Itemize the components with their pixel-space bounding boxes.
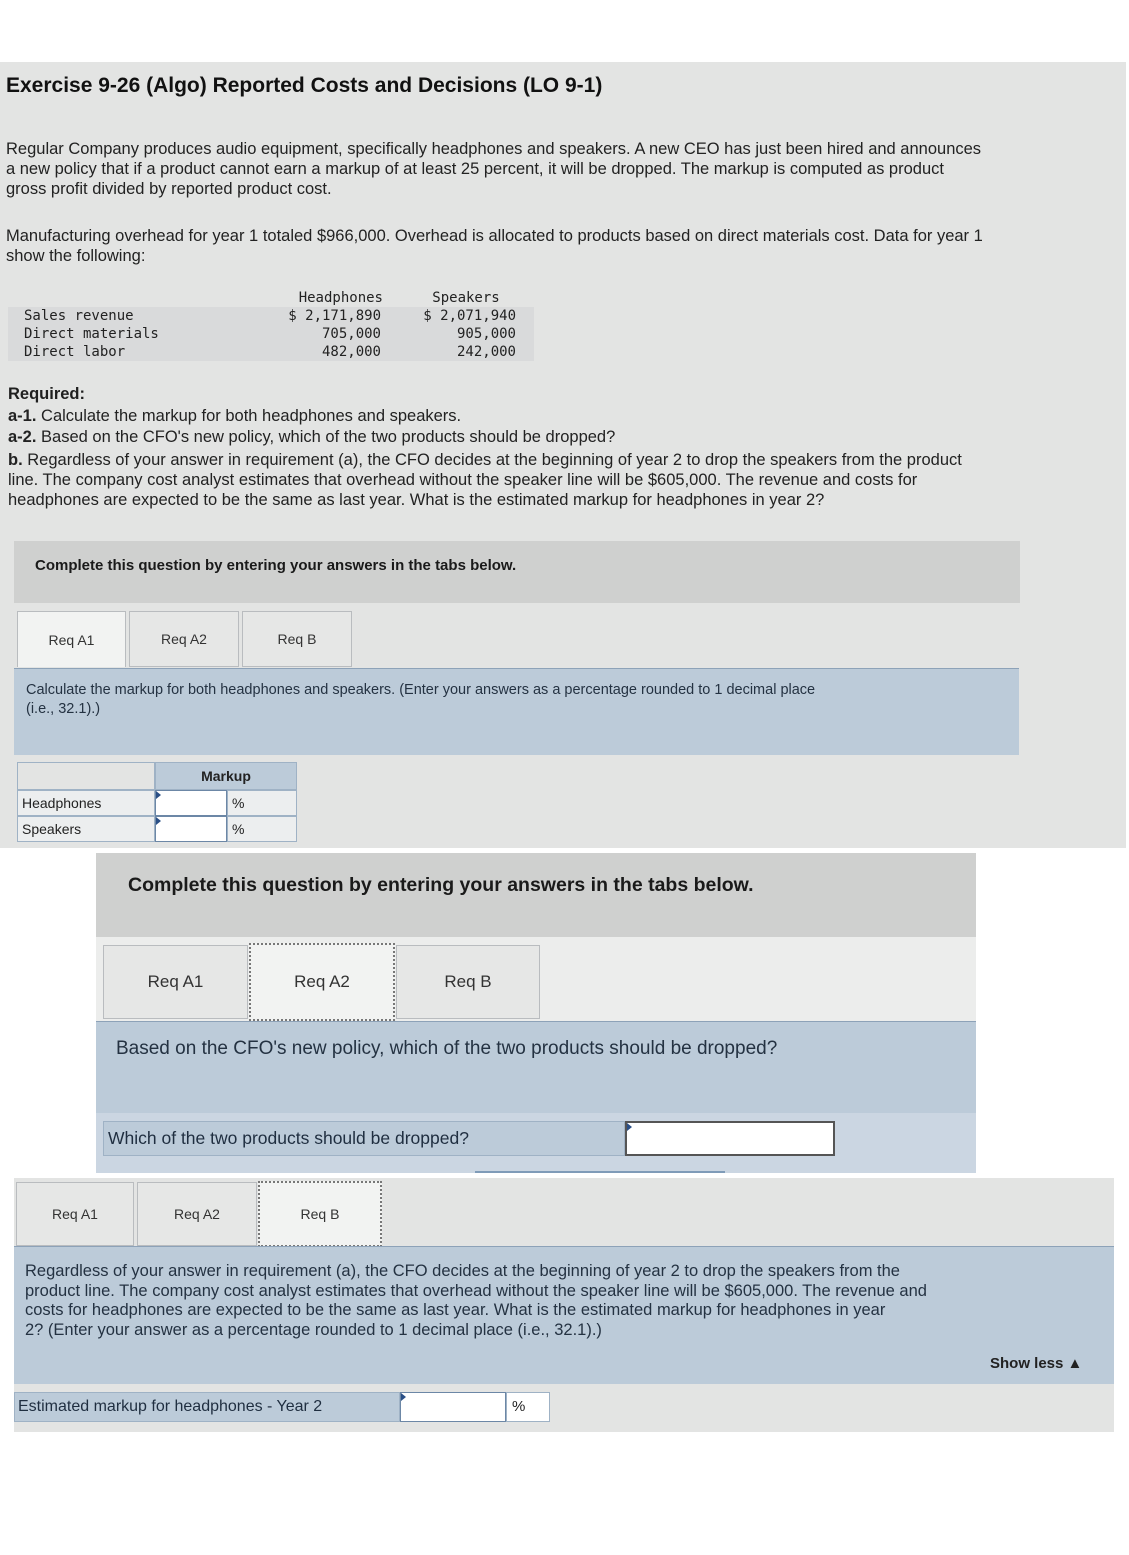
cell-value: 905,000 xyxy=(456,326,516,342)
estimated-markup-label: Estimated markup for headphones - Year 2 xyxy=(14,1392,400,1422)
section3-instruction: Regardless of your answer in requirement (a), the CFO decides at the beginning of year 2 to drop the speakers from the product line. The company cost analyst estimates that overhead without the speaker line will be $605,000. The revenue and costs for headphones are expected to be the same as last year. What is the estimated markup for headphones in year 2? (Enter your answer as a percentage rounded to 1 decimal place (i.e., 32.1).) xyxy=(25,1262,927,1339)
percent-sign: % xyxy=(227,816,297,842)
exercise-title: Exercise 9-26 (Algo) Reported Costs and Decisions (LO 9-1) xyxy=(6,74,603,97)
tab-req-b[interactable]: Req B xyxy=(258,1181,382,1247)
intro-paragraph-2: Manufacturing overhead for year 1 totaled $966,000. Overhead is allocated to products based on direct materials cost. Data for year 1 show the following: xyxy=(6,227,983,265)
cell-value: $ 2,171,890 xyxy=(288,308,381,324)
tab-req-a1[interactable]: Req A1 xyxy=(103,945,248,1019)
show-less-link[interactable]: Show less ▲ xyxy=(990,1355,1083,1372)
cost-data-table xyxy=(8,289,534,361)
required-heading: Required: xyxy=(8,385,86,403)
speakers-markup-input[interactable] xyxy=(155,816,227,842)
intro-paragraph-1: Regular Company produces audio equipment, specifically headphones and speakers. A new CEO has just been hired and announces a new policy that if a product cannot earn a markup of at least 25 percent, it will be dropped. The markup is computed as product gross profit divided by reported product cost. xyxy=(6,140,982,198)
cell-value: 705,000 xyxy=(321,326,381,342)
col-header-speakers: Speakers xyxy=(432,290,500,306)
tab-req-b[interactable]: Req B xyxy=(242,611,352,667)
tab-req-a2[interactable]: Req A2 xyxy=(137,1182,257,1246)
section2-banner-text: Complete this question by entering your answers in the tabs below. xyxy=(128,874,754,896)
headphones-markup-input[interactable] xyxy=(155,790,227,816)
col-header-headphones: Headphones xyxy=(298,290,383,306)
row-label-headphones: Headphones xyxy=(17,790,155,816)
percent-sign: % xyxy=(227,790,297,816)
tab-req-a2[interactable]: Req A2 xyxy=(249,943,395,1021)
row-label-speakers: Speakers xyxy=(17,816,155,842)
tab-req-a1[interactable]: Req A1 xyxy=(17,611,126,667)
requirement-a1: a-1. Calculate the markup for both headphones and speakers. xyxy=(8,407,462,425)
percent-sign: % xyxy=(506,1392,550,1422)
cell-value: 242,000 xyxy=(456,344,516,360)
requirement-b: b. Regardless of your answer in requirement (a), the CFO decides at the beginning of year 2 to drop the speakers from the product line. The company cost analyst estimates that overhead without the speaker line will be $605,000. The revenue and costs for headphones are expected to be the same as last year. What is the estimated markup for headphones in year 2? xyxy=(8,451,962,509)
cell-value: $ 2,071,940 xyxy=(423,308,516,324)
row-label: Direct labor xyxy=(24,344,126,360)
tab-req-b[interactable]: Req B xyxy=(396,945,540,1019)
cell-value: 482,000 xyxy=(321,344,381,360)
question-label: Which of the two products should be dropped? xyxy=(103,1121,625,1156)
section1-banner-text: Complete this question by entering your answers in the tabs below. xyxy=(35,557,517,574)
triangle-up-icon: ▲ xyxy=(1067,1355,1083,1372)
tab-req-a1[interactable]: Req A1 xyxy=(16,1182,134,1246)
markup-header: Markup xyxy=(155,762,297,790)
section2-instruction-panel xyxy=(96,1021,976,1114)
dropped-product-select[interactable] xyxy=(625,1121,835,1156)
requirement-a2: a-2. Based on the CFO's new policy, which of the two products should be dropped? xyxy=(8,428,616,446)
section1-instruction: Calculate the markup for both headphones and speakers. (Enter your answers as a percentage rounded to 1 decimal place (i.e., 32.1).) xyxy=(26,682,816,717)
row-label: Sales revenue xyxy=(24,308,134,324)
tab-req-a2[interactable]: Req A2 xyxy=(129,611,239,667)
section2-instruction: Based on the CFO's new policy, which of the two products should be dropped? xyxy=(116,1038,778,1059)
estimated-markup-input[interactable] xyxy=(400,1392,506,1422)
row-label: Direct materials xyxy=(24,326,159,342)
